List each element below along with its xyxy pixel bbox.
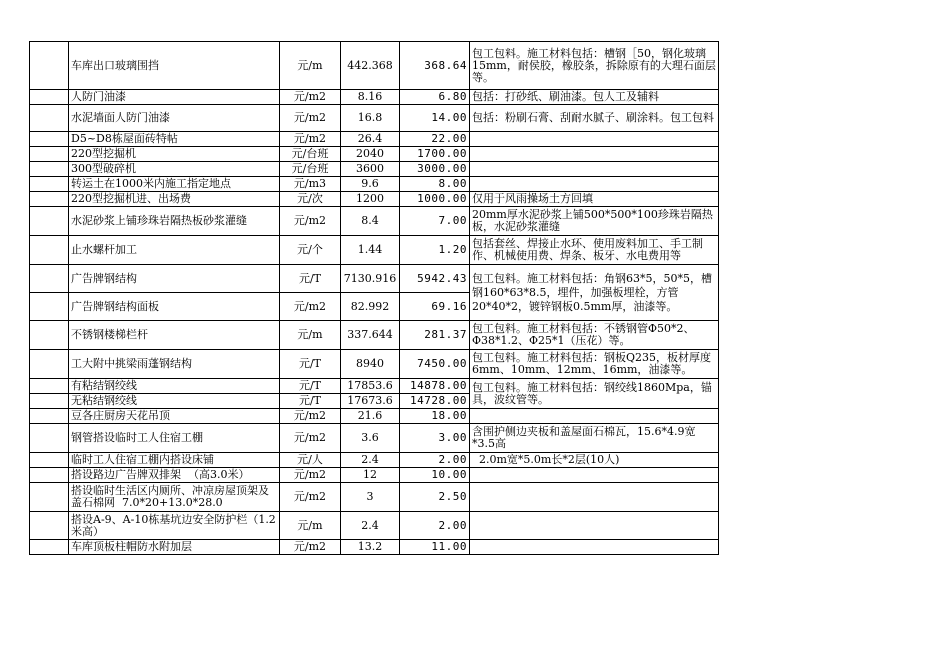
unit-cell[interactable]: 元/m <box>280 512 341 540</box>
item-name-cell[interactable]: 钢管搭设临时工人住宿工棚 <box>69 424 280 453</box>
item-name-cell[interactable]: 220型挖掘机 <box>69 147 280 162</box>
unit-cell[interactable]: 元/台班 <box>280 162 341 177</box>
row-index-cell[interactable] <box>30 147 69 162</box>
price-cell[interactable]: 22.00 <box>400 132 470 147</box>
table-row <box>30 409 719 424</box>
cost-cell[interactable]: 16.8 <box>341 105 400 132</box>
price-cell[interactable]: 11.00 <box>400 540 470 555</box>
price-cell[interactable]: 7.00 <box>400 207 470 236</box>
item-name-cell[interactable]: 工大附中挑梁雨蓬钢结构 <box>69 350 280 379</box>
item-name-cell[interactable]: D5~D8栋屋面砖特帖 <box>69 132 280 147</box>
row-index-cell[interactable] <box>30 409 69 424</box>
item-name-cell[interactable]: 220型挖掘机进、出场费 <box>69 192 280 207</box>
note-cell[interactable]: 包工包料。施工材料包括：槽钢［50，钢化玻璃15mm，耐侯胶，橡胶条，拆除原有的大理石面层等。 <box>470 42 719 90</box>
table-row <box>30 132 719 147</box>
cost-cell[interactable]: 3 <box>341 483 400 512</box>
cost-cell[interactable]: 12 <box>341 468 400 483</box>
unit-cell[interactable]: 元/次 <box>280 192 341 207</box>
row-index-cell[interactable] <box>30 105 69 132</box>
price-cell[interactable]: 7450.00 <box>400 350 470 379</box>
note-cell[interactable]: 包工包料。施工材料包括：钢绞线1860Mpa，锚具，波纹管等。 <box>470 379 719 409</box>
price-cell[interactable]: 8.00 <box>400 177 470 192</box>
table-row <box>30 162 719 177</box>
unit-cell[interactable]: 元/m2 <box>280 424 341 453</box>
note-cell[interactable] <box>470 409 719 424</box>
cost-cell[interactable]: 8.4 <box>341 207 400 236</box>
unit-cell[interactable]: 元/T <box>280 379 341 394</box>
price-cell[interactable]: 1000.00 <box>400 192 470 207</box>
cost-cell[interactable]: 2040 <box>341 147 400 162</box>
row-index-cell[interactable] <box>30 483 69 512</box>
item-name-cell[interactable]: 不锈钢楼梯栏杆 <box>69 321 280 350</box>
row-index-cell[interactable] <box>30 453 69 468</box>
row-index-cell[interactable] <box>30 424 69 453</box>
table-row <box>30 512 719 540</box>
note-cell[interactable]: 20mm厚水泥砂浆上铺500*500*100珍珠岩隔热板，水泥砂浆灌缝 <box>470 207 719 236</box>
unit-cell[interactable]: 元/m2 <box>280 105 341 132</box>
item-name-cell[interactable]: 临时工人住宿工棚内搭设床铺 <box>69 453 280 468</box>
row-index-cell[interactable] <box>30 90 69 105</box>
item-name-cell[interactable]: 无粘结钢绞线 <box>69 394 280 409</box>
cost-cell[interactable]: 26.4 <box>341 132 400 147</box>
unit-cell[interactable]: 元/m <box>280 42 341 90</box>
note-cell[interactable] <box>470 147 719 162</box>
note-cell[interactable] <box>470 132 719 147</box>
unit-cell[interactable]: 元/m2 <box>280 293 341 321</box>
row-index-cell[interactable] <box>30 293 69 321</box>
note-cell[interactable] <box>470 540 719 555</box>
price-cell[interactable]: 18.00 <box>400 409 470 424</box>
price-cell[interactable]: 10.00 <box>400 468 470 483</box>
row-index-cell[interactable] <box>30 192 69 207</box>
cost-cell[interactable]: 7130.916 <box>341 265 400 293</box>
unit-cell[interactable]: 元/个 <box>280 236 341 265</box>
price-cell[interactable]: 2.00 <box>400 512 470 540</box>
cost-cell[interactable]: 8.16 <box>341 90 400 105</box>
unit-cell[interactable]: 元/m2 <box>280 409 341 424</box>
table-row <box>30 321 719 350</box>
note-cell[interactable]: 仅用于风雨操场土方回填 <box>470 192 719 207</box>
item-name-cell[interactable]: 车库出口玻璃围挡 <box>69 42 280 90</box>
unit-cell[interactable]: 元/T <box>280 394 341 409</box>
table-row <box>30 192 719 207</box>
table-row <box>30 42 719 90</box>
price-cell[interactable]: 1.20 <box>400 236 470 265</box>
note-cell[interactable] <box>470 512 719 540</box>
row-index-cell[interactable] <box>30 468 69 483</box>
cost-cell[interactable]: 17673.6 <box>341 394 400 409</box>
item-name-cell[interactable]: 搭设临时生活区内厕所、冲凉房屋顶架及盖石棉网 7.0*20+13.0*28.0 <box>69 483 280 512</box>
note-cell[interactable]: 包括：粉刷石膏、刮耐水腻子、刷涂料。包工包料 <box>470 105 719 132</box>
row-index-cell[interactable] <box>30 321 69 350</box>
price-cell[interactable]: 2.50 <box>400 483 470 512</box>
row-index-cell[interactable] <box>30 42 69 90</box>
unit-cell[interactable]: 元/m2 <box>280 132 341 147</box>
cost-cell[interactable]: 3600 <box>341 162 400 177</box>
item-name-cell[interactable]: 有粘结钢绞线 <box>69 379 280 394</box>
price-cell[interactable]: 368.64 <box>400 42 470 90</box>
cost-cell[interactable]: 442.368 <box>341 42 400 90</box>
unit-cell[interactable]: 元/m2 <box>280 468 341 483</box>
item-name-cell[interactable]: 止水螺杆加工 <box>69 236 280 265</box>
unit-cell[interactable]: 元/m <box>280 321 341 350</box>
unit-cell[interactable]: 元/T <box>280 350 341 379</box>
price-cell[interactable]: 14728.00 <box>400 394 470 409</box>
table-row <box>30 265 719 293</box>
unit-cell[interactable]: 元/m2 <box>280 483 341 512</box>
item-name-cell[interactable]: 豆各庄厨房天花吊顶 <box>69 409 280 424</box>
cost-cell[interactable]: 17853.6 <box>341 379 400 394</box>
row-index-cell[interactable] <box>30 379 69 394</box>
price-cell[interactable]: 14878.00 <box>400 379 470 394</box>
table-row <box>30 540 719 555</box>
item-name-cell[interactable]: 广告牌钢结构面板 <box>69 293 280 321</box>
item-name-cell[interactable]: 300型破碎机 <box>69 162 280 177</box>
note-cell[interactable]: 2.0m宽*5.0m长*2层(10人) <box>470 453 719 468</box>
row-index-cell[interactable] <box>30 207 69 236</box>
note-cell[interactable] <box>470 468 719 483</box>
row-index-cell[interactable] <box>30 162 69 177</box>
item-name-cell[interactable]: 搭设路边广告牌双排架 （高3.0米） <box>69 468 280 483</box>
price-cell[interactable]: 281.37 <box>400 321 470 350</box>
row-index-cell[interactable] <box>30 132 69 147</box>
price-cell[interactable]: 3.00 <box>400 424 470 453</box>
item-name-cell[interactable]: 转运土在1000米内施工指定地点 <box>69 177 280 192</box>
unit-cell[interactable]: 元/m2 <box>280 90 341 105</box>
table-row <box>30 177 719 192</box>
table-row <box>30 424 719 453</box>
cost-cell[interactable]: 2.4 <box>341 512 400 540</box>
cost-cell[interactable]: 2.4 <box>341 453 400 468</box>
price-table <box>29 41 719 555</box>
unit-cell[interactable]: 元/m2 <box>280 540 341 555</box>
row-index-cell[interactable] <box>30 177 69 192</box>
note-cell[interactable] <box>470 177 719 192</box>
note-cell[interactable]: 包工包料。施工材料包括：不锈钢管Φ50*2、Φ38*1.2、Φ25*1（压花）等。 <box>470 321 719 350</box>
row-index-cell[interactable] <box>30 265 69 293</box>
table-row <box>30 105 719 132</box>
cost-cell[interactable]: 21.6 <box>341 409 400 424</box>
table-row <box>30 90 719 105</box>
table-row <box>30 483 719 512</box>
table-row <box>30 207 719 236</box>
row-index-cell[interactable] <box>30 540 69 555</box>
table-row <box>30 350 719 379</box>
table-row <box>30 147 719 162</box>
note-cell[interactable]: 含围护侧边夹板和盖屋面石棉瓦，15.6*4.9宽*3.5高 <box>470 424 719 453</box>
table-row <box>30 379 719 394</box>
row-index-cell[interactable] <box>30 236 69 265</box>
note-cell[interactable]: 包工包料。施工材料包括：角钢63*5，50*5，槽钢160*63*8.5，埋件，加强板埋栓，方管20*40*2，镀锌钢板0.5mm厚，油漆等。 <box>470 265 719 321</box>
cost-cell[interactable]: 1200 <box>341 192 400 207</box>
price-cell[interactable]: 1700.00 <box>400 147 470 162</box>
price-cell[interactable]: 5942.43 <box>400 265 470 293</box>
unit-cell[interactable]: 元/人 <box>280 453 341 468</box>
item-name-cell[interactable]: 水泥墙面人防门油漆 <box>69 105 280 132</box>
unit-cell[interactable]: 元/T <box>280 265 341 293</box>
cost-cell[interactable]: 82.992 <box>341 293 400 321</box>
price-cell[interactable]: 14.00 <box>400 105 470 132</box>
cost-cell[interactable]: 13.2 <box>341 540 400 555</box>
row-index-cell[interactable] <box>30 350 69 379</box>
note-cell[interactable]: 包工包料。施工材料包括：钢板Q235，板材厚度6mm、10mm、12mm、16mm，油漆等。 <box>470 350 719 379</box>
price-cell[interactable]: 6.80 <box>400 90 470 105</box>
table-row <box>30 453 719 468</box>
price-cell[interactable]: 2.00 <box>400 453 470 468</box>
cost-cell[interactable]: 337.644 <box>341 321 400 350</box>
item-name-cell[interactable]: 车库顶板柱帽防水附加层 <box>69 540 280 555</box>
unit-cell[interactable]: 元/台班 <box>280 147 341 162</box>
row-index-cell[interactable] <box>30 394 69 409</box>
table-row <box>30 236 719 265</box>
item-name-cell[interactable]: 水泥砂浆上铺珍珠岩隔热板砂浆灌缝 <box>69 207 280 236</box>
price-cell[interactable]: 69.16 <box>400 293 470 321</box>
unit-cell[interactable]: 元/m3 <box>280 177 341 192</box>
item-name-cell[interactable]: 人防门油漆 <box>69 90 280 105</box>
note-cell[interactable]: 包括：打砂纸、刷油漆。包人工及辅料 <box>470 90 719 105</box>
price-cell[interactable]: 3000.00 <box>400 162 470 177</box>
cost-cell[interactable]: 1.44 <box>341 236 400 265</box>
item-name-cell[interactable]: 广告牌钢结构 <box>69 265 280 293</box>
unit-cell[interactable]: 元/m2 <box>280 207 341 236</box>
note-cell[interactable] <box>470 483 719 512</box>
cost-cell[interactable]: 8940 <box>341 350 400 379</box>
item-name-cell[interactable]: 搭设A-9、A-10栋基坑边安全防护栏（1.2米高） <box>69 512 280 540</box>
note-cell[interactable]: 包括套丝、焊接止水环、使用废料加工、手工制作、机械使用费、焊条、板牙、水电费用等 <box>470 236 719 265</box>
cost-cell[interactable]: 3.6 <box>341 424 400 453</box>
row-index-cell[interactable] <box>30 512 69 540</box>
table-row <box>30 468 719 483</box>
note-cell[interactable] <box>470 162 719 177</box>
cost-cell[interactable]: 9.6 <box>341 177 400 192</box>
